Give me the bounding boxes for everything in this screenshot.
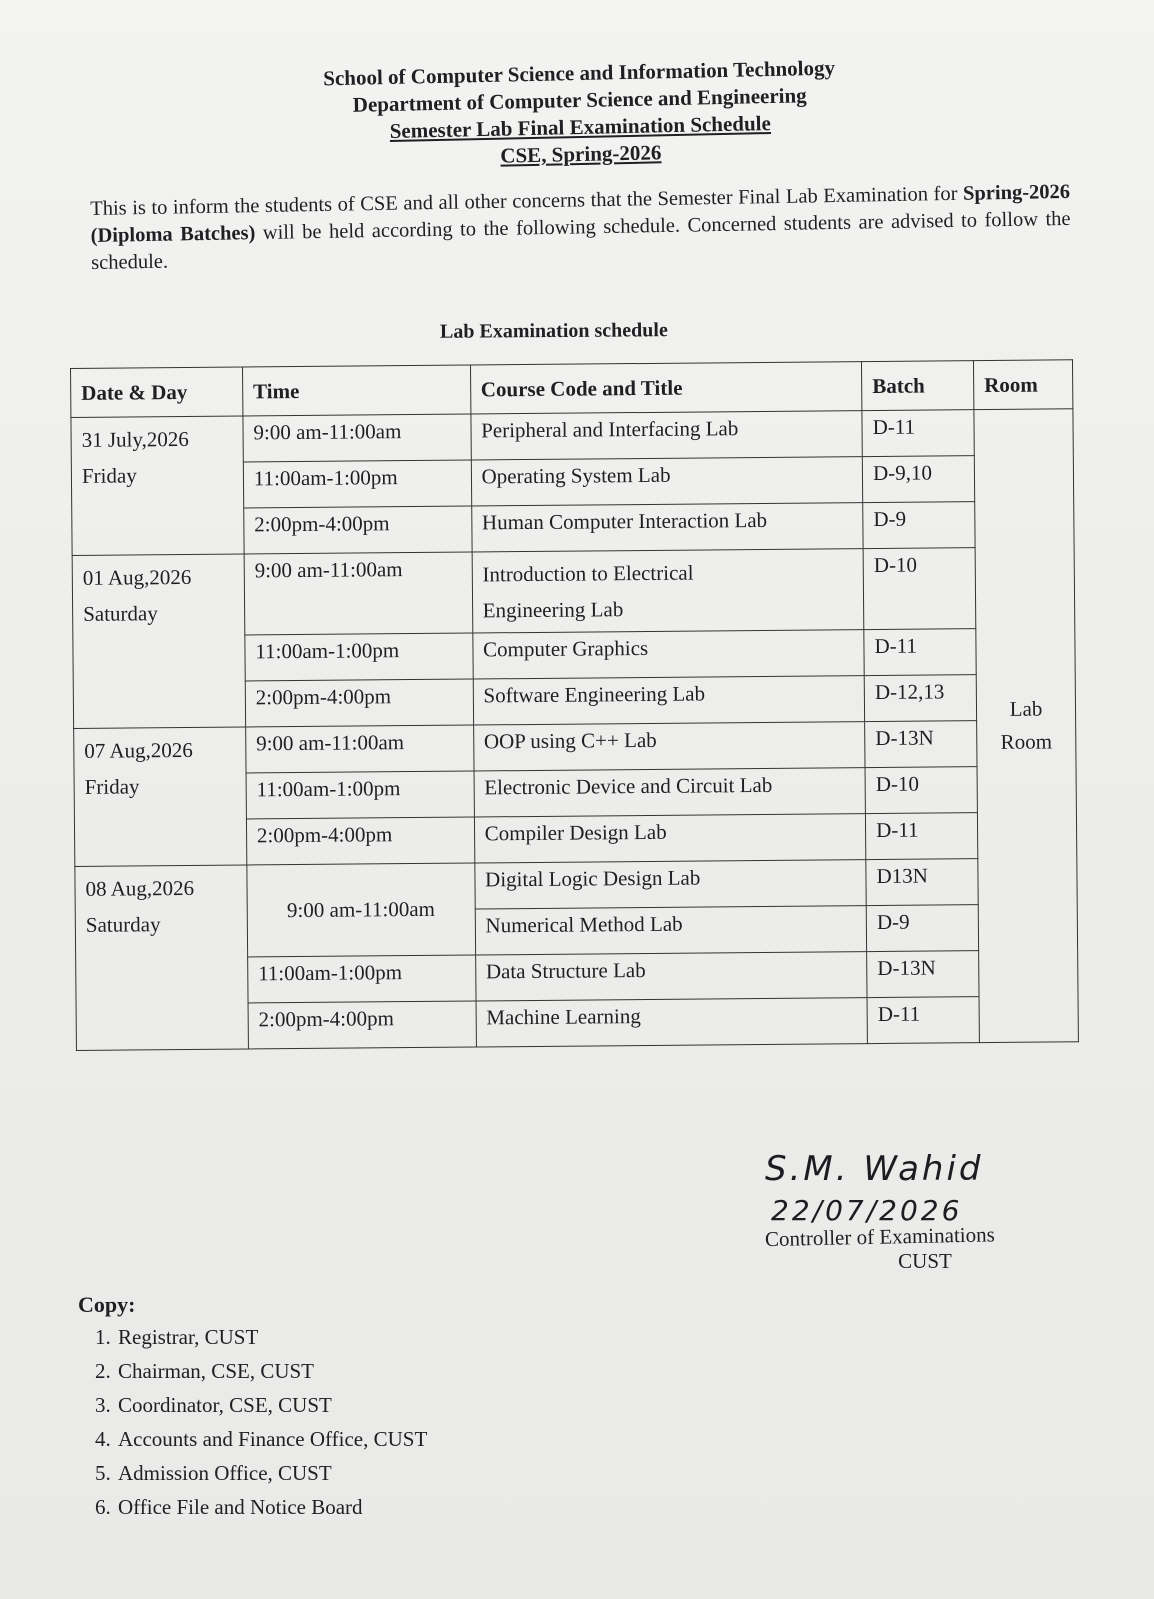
schedule-subtitle: CSE, Spring-2026 xyxy=(500,140,662,168)
batch-cell: D-9 xyxy=(866,905,978,952)
time-cell: 9:00 am-11:00am xyxy=(244,552,472,635)
time-cell: 2:00pm-4:00pm xyxy=(246,817,474,865)
copy-list-block xyxy=(78,1290,427,1524)
batch-cell: D-11 xyxy=(862,410,974,457)
time-cell: 9:00 am-11:00am xyxy=(247,863,476,957)
department-name: Department of Computer Science and Engineering xyxy=(352,83,807,117)
signature-block xyxy=(765,1140,1065,1274)
list-item: 6. Office File and Notice Board xyxy=(116,1490,427,1524)
batch-cell: D-12,13 xyxy=(864,675,976,722)
signatory-org: CUST xyxy=(898,1249,952,1273)
column-header: Room xyxy=(973,360,1072,410)
signatory-role: Controller of Examinations xyxy=(764,1222,996,1252)
day-text: Friday xyxy=(81,463,137,488)
schedule-title: Semester Lab Final Examination Schedule xyxy=(389,111,772,143)
table-title: Lab Examination schedule xyxy=(439,319,668,343)
time-cell: 2:00pm-4:00pm xyxy=(244,506,472,554)
column-header: Time xyxy=(242,365,470,416)
batch-cell: D-13N xyxy=(867,951,979,998)
course-cell: Operating System Lab xyxy=(471,457,863,506)
batch-cell: D-11 xyxy=(867,997,979,1044)
column-header: Batch xyxy=(862,361,974,411)
schedule-table-wrap xyxy=(70,359,1079,1051)
time-cell: 2:00pm-4:00pm xyxy=(245,679,473,727)
course-cell: Numerical Method Lab xyxy=(475,906,867,955)
table-header-row xyxy=(71,360,1073,418)
list-item: 1. Registrar, CUST xyxy=(116,1320,427,1354)
signature-date: 22/07/2026 xyxy=(771,1194,963,1227)
time-cell: 11:00am-1:00pm xyxy=(246,771,474,819)
course-line-2: Engineering Lab xyxy=(482,597,624,623)
room-cell xyxy=(974,409,1079,1043)
intro-bold: Spring-2026 (Diploma Batches) xyxy=(90,180,1071,247)
time-cell: 11:00am-1:00pm xyxy=(243,460,471,508)
list-item: 3. Coordinator, CSE, CUST xyxy=(116,1388,427,1422)
date-cell xyxy=(75,865,248,1050)
room-line-1: Lab xyxy=(1009,696,1043,721)
date-text: 31 July,2026 xyxy=(81,426,189,452)
time-cell: 11:00am-1:00pm xyxy=(248,955,476,1003)
course-cell: Compiler Design Lab xyxy=(474,814,866,863)
day-text: Friday xyxy=(84,774,140,799)
course-cell: OOP using C++ Lab xyxy=(473,722,865,771)
course-line-1: Introduction to Electrical xyxy=(482,560,694,587)
list-item: 2. Chairman, CSE, CUST xyxy=(116,1354,427,1388)
course-cell: Electronic Device and Circuit Lab xyxy=(474,768,866,817)
course-cell xyxy=(472,549,864,633)
intro-paragraph xyxy=(90,179,1071,277)
school-name: School of Computer Science and Information Technology xyxy=(323,55,836,91)
batch-cell: D-11 xyxy=(866,813,978,860)
batch-cell: D-11 xyxy=(864,629,976,676)
course-cell: Computer Graphics xyxy=(472,630,864,679)
day-text: Saturday xyxy=(85,912,161,937)
room-line-2: Room xyxy=(1000,729,1053,754)
time-cell: 2:00pm-4:00pm xyxy=(248,1001,476,1049)
day-text: Saturday xyxy=(83,601,158,626)
notice-heading xyxy=(269,54,891,175)
handwritten-signature xyxy=(765,1140,1045,1232)
list-item: 5. Admission Office, CUST xyxy=(116,1456,427,1490)
column-header: Date & Day xyxy=(71,367,243,417)
column-header: Course Code and Title xyxy=(470,362,862,414)
batch-cell: D13N xyxy=(866,859,978,906)
batch-cell: D-9,10 xyxy=(862,456,974,503)
course-cell: Human Computer Interaction Lab xyxy=(471,503,863,552)
batch-cell: D-13N xyxy=(865,721,977,768)
course-cell: Software Engineering Lab xyxy=(473,676,865,725)
copy-list xyxy=(78,1320,427,1524)
copy-title: Copy: xyxy=(78,1292,136,1317)
schedule-table xyxy=(70,359,1079,1051)
intro-text-2: will be held according to the following schedule. Concerned students are advised to follow the schedule. xyxy=(90,207,1071,274)
table-row xyxy=(72,547,1075,637)
list-item: 4. Accounts and Finance Office, CUST xyxy=(116,1422,427,1456)
course-cell: Digital Logic Design Lab xyxy=(474,860,866,909)
date-text: 08 Aug,2026 xyxy=(85,875,195,901)
date-cell xyxy=(72,554,245,728)
date-cell xyxy=(74,727,247,866)
batch-cell: D-10 xyxy=(865,767,977,814)
batch-cell: D-10 xyxy=(863,548,976,630)
time-cell: 9:00 am-11:00am xyxy=(245,725,473,773)
signature-name: S.M. Wahid xyxy=(765,1149,984,1189)
time-cell: 9:00 am-11:00am xyxy=(243,414,471,462)
course-cell: Data Structure Lab xyxy=(475,952,867,1001)
time-cell: 11:00am-1:00pm xyxy=(245,633,473,681)
intro-text-1: This is to inform the students of CSE and all other concerns that the Semester Final Lab Examination for xyxy=(90,182,964,220)
course-cell: Machine Learning xyxy=(476,998,868,1047)
batch-cell: D-9 xyxy=(863,502,975,549)
date-text: 07 Aug,2026 xyxy=(84,737,193,763)
course-cell: Peripheral and Interfacing Lab xyxy=(471,411,863,460)
date-text: 01 Aug,2026 xyxy=(82,564,192,590)
date-cell xyxy=(71,416,244,555)
